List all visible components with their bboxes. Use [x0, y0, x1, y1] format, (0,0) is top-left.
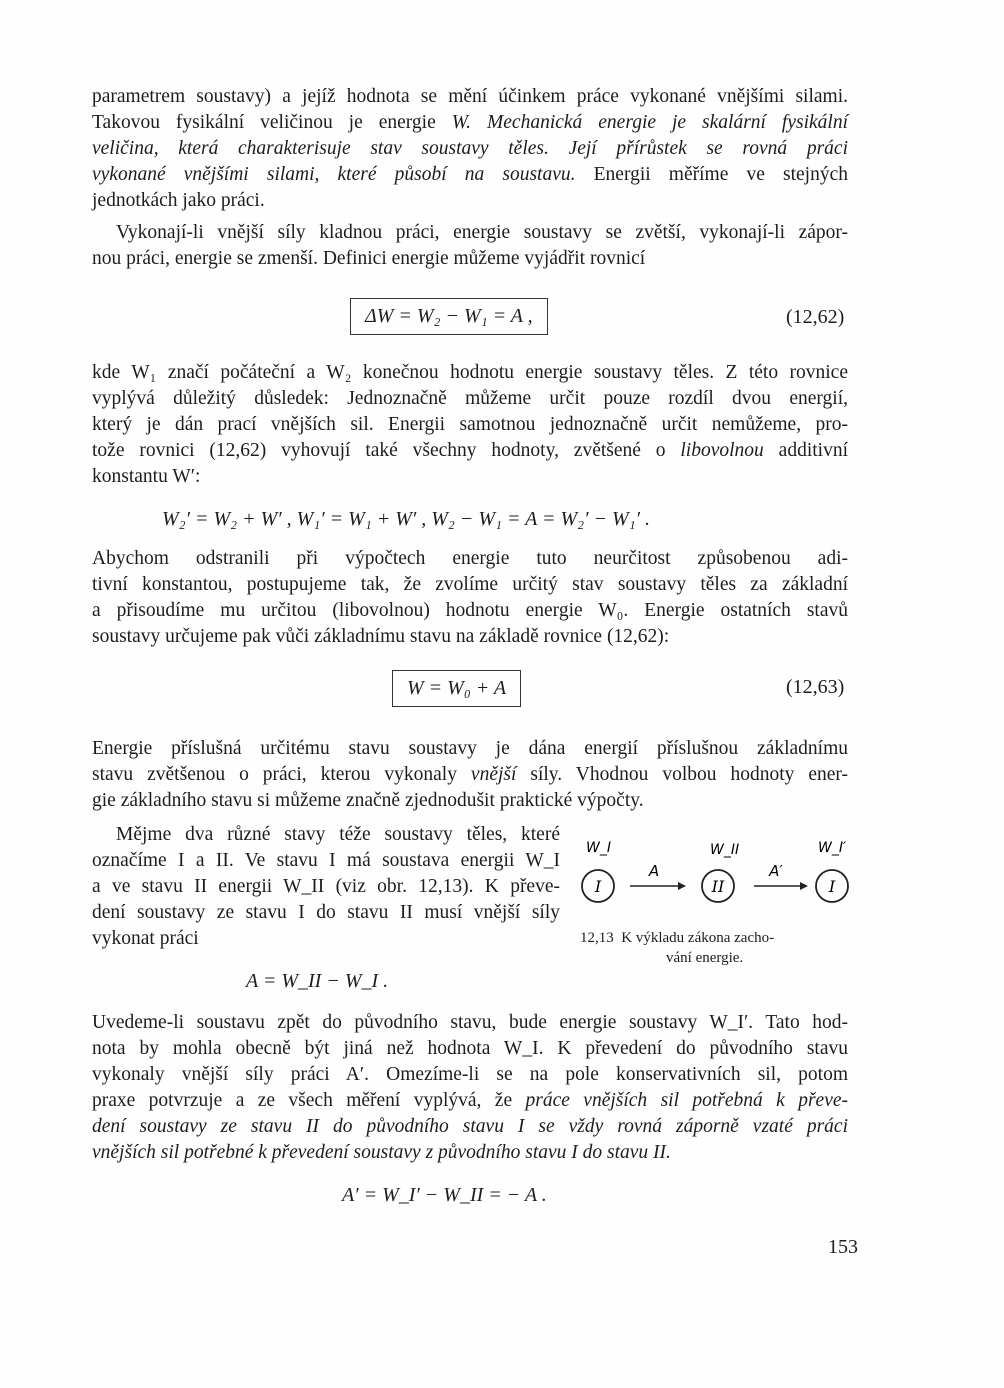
- text-span: additivní: [763, 440, 848, 461]
- italic-line: vnějších sil potřebné k převedení soustavy z původního stavu I do stavu II.: [92, 1142, 671, 1163]
- text-line: gie základního stavu si můžeme značně zjednodušit praktické výpočty.: [92, 790, 644, 811]
- text-line: [92, 438, 848, 464]
- equation-reverse-work: A′ = W_I′ − W_II = − A .: [342, 1184, 547, 1206]
- text-line: [92, 1088, 848, 1114]
- italic-text: vnější: [470, 764, 517, 785]
- figure-caption-continued: vání energie.: [666, 950, 744, 966]
- state-label-2: II: [711, 877, 725, 896]
- text-line: který je dán prací vnějších sil. Energii samotnou jednoznačně určit nemůžeme, pro-: [92, 414, 848, 435]
- paragraph-two-states: [92, 822, 560, 952]
- equation-work: A = W_II − W_I .: [246, 970, 389, 992]
- arrow-a-label: A: [648, 862, 660, 880]
- text-line: a přisoudíme mu určitou (libovolnou) hodnotu energie W₀. Energie ostatních stavů: [92, 600, 848, 621]
- state-label-1: I: [594, 877, 602, 896]
- label-w3: W_I′: [818, 840, 847, 856]
- italic-line: dení soustavy ze stavu II do původního stavu I se vždy rovná záporně vzaté práci: [92, 1116, 848, 1137]
- text-line: konstantu W′:: [92, 466, 201, 487]
- equation-text: ΔW = W₂ − W₁ = A ,: [365, 305, 533, 327]
- text-line: dení soustavy ze stavu I do stavu II musí vnější síly: [92, 902, 560, 923]
- label-w1: W_I: [586, 840, 611, 856]
- arrow-a-prime-head: [800, 882, 808, 890]
- paragraph-conservative-forces: [92, 1010, 848, 1166]
- text-line: tivní konstantou, postupujeme tak, že zvolíme určitý stav soustavy těles za základní: [92, 574, 848, 595]
- text-span: tože rovnici (12,62) vyhovují také všechny hodnoty, zvětšené o: [92, 440, 681, 461]
- figure-caption: [580, 928, 774, 948]
- figure-state-diagram: [570, 838, 860, 918]
- text-line: vykonaly vnější síly práci A′. Omezíme-li se na pole konservativních sil, potom: [92, 1064, 848, 1085]
- text-line: parametrem soustavy) a jejíž hodnota se mění účinkem práce vykonané vnějšími silami.: [92, 86, 848, 107]
- page-number: 153: [828, 1236, 858, 1258]
- text-line: soustavy určujeme pak vůči základnímu stavu na základě rovnice (12,62):: [92, 626, 670, 647]
- text-line: Energie příslušná určitému stavu soustavy je dána energií příslušnou základnímu: [92, 738, 848, 759]
- text-line: nou práci, energie se zmenší. Definici energie můžeme vyjádřit rovnicí: [92, 248, 646, 269]
- text-line: jednotkách jako práci.: [92, 190, 265, 211]
- label-w2: W_II: [710, 842, 740, 858]
- text-span: praxe potvrzuje a ze všech měření vyplývá, že: [92, 1090, 526, 1111]
- equation-constant: W₂′ = W₂ + W′ , W₁′ = W₁ + W′ , W₂ − W₁ = A = W₂′ − W₁′ .: [162, 508, 650, 530]
- text-line: vykonat práci: [92, 928, 199, 949]
- text-span: Takovou fysikální veličinou je energie: [92, 112, 452, 133]
- boxed-equation-12-62: [350, 298, 548, 335]
- italic-text: libovolnou: [680, 440, 764, 461]
- text-line: nota by mohla obecně být jiná než hodnota W_I. K převedení do původního stavu: [92, 1038, 848, 1059]
- text-line: a ve stavu II energii W_II (viz obr. 12,13). K převe-: [92, 876, 560, 897]
- text-line: Mějme dva různé stavy téže soustavy těles, které: [116, 824, 560, 845]
- text-line: Vykonají-li vnější síly kladnou práci, energie soustavy se zvětší, vykonají-li zápor-: [116, 222, 848, 243]
- arrow-a-prime-label: A′: [769, 862, 783, 880]
- equation-number: (12,62): [786, 306, 845, 328]
- text-line: Abychom odstranili při výpočtech energie tuto neurčitost způsobenou adi-: [92, 548, 848, 569]
- paragraph-energy-definition: [92, 84, 848, 214]
- paragraph-consequence: [92, 360, 848, 490]
- italic-text: vykonané vnějšími silami, které působí na soustavu.: [92, 164, 576, 185]
- equation-number: (12,63): [786, 676, 845, 698]
- boxed-equation-12-63: [392, 670, 521, 707]
- state-label-3: I: [828, 877, 836, 896]
- text-line: kde W₁ značí počáteční a W₂ konečnou hodnotu energie soustavy těles. Z této rovnice: [92, 362, 848, 383]
- caption-number: 12,13: [580, 930, 614, 946]
- caption-text: K výkladu zákona zacho-: [621, 930, 775, 946]
- equation-text: W = W₀ + A: [407, 677, 507, 699]
- text-span: síly. Vhodnou volbou hodnoty ener-: [516, 764, 848, 785]
- text-line: označíme I a II. Ve stavu I má soustava energii W_I: [92, 850, 560, 871]
- text-span: Energii měříme ve stejných: [575, 164, 848, 185]
- paragraph-base-state: [92, 546, 848, 650]
- text-line: Uvedeme-li soustavu zpět do původního stavu, bude energie soustavy W_I′. Tato hod-: [92, 1012, 848, 1033]
- text-line: [92, 110, 848, 136]
- paragraph-energy-state: [92, 736, 848, 814]
- italic-text: práce vnějších sil potřebná k převe-: [525, 1090, 848, 1111]
- paragraph-work-sign: [92, 220, 848, 272]
- text-span: stavu zvětšenou o práci, kterou vykonaly: [92, 764, 471, 785]
- text-line: [92, 762, 848, 788]
- italic-text: W. Mechanická energie je skalární fysikální: [451, 112, 848, 133]
- arrow-a-head: [678, 882, 686, 890]
- text-line: vyplývá důležitý důsledek: Jednoznačně můžeme určit pouze rozdíl dvou energií,: [92, 388, 848, 409]
- text-line: [92, 162, 848, 188]
- italic-line: veličina, která charakterisuje stav soustavy těles. Její přírůstek se rovná práci: [92, 138, 848, 159]
